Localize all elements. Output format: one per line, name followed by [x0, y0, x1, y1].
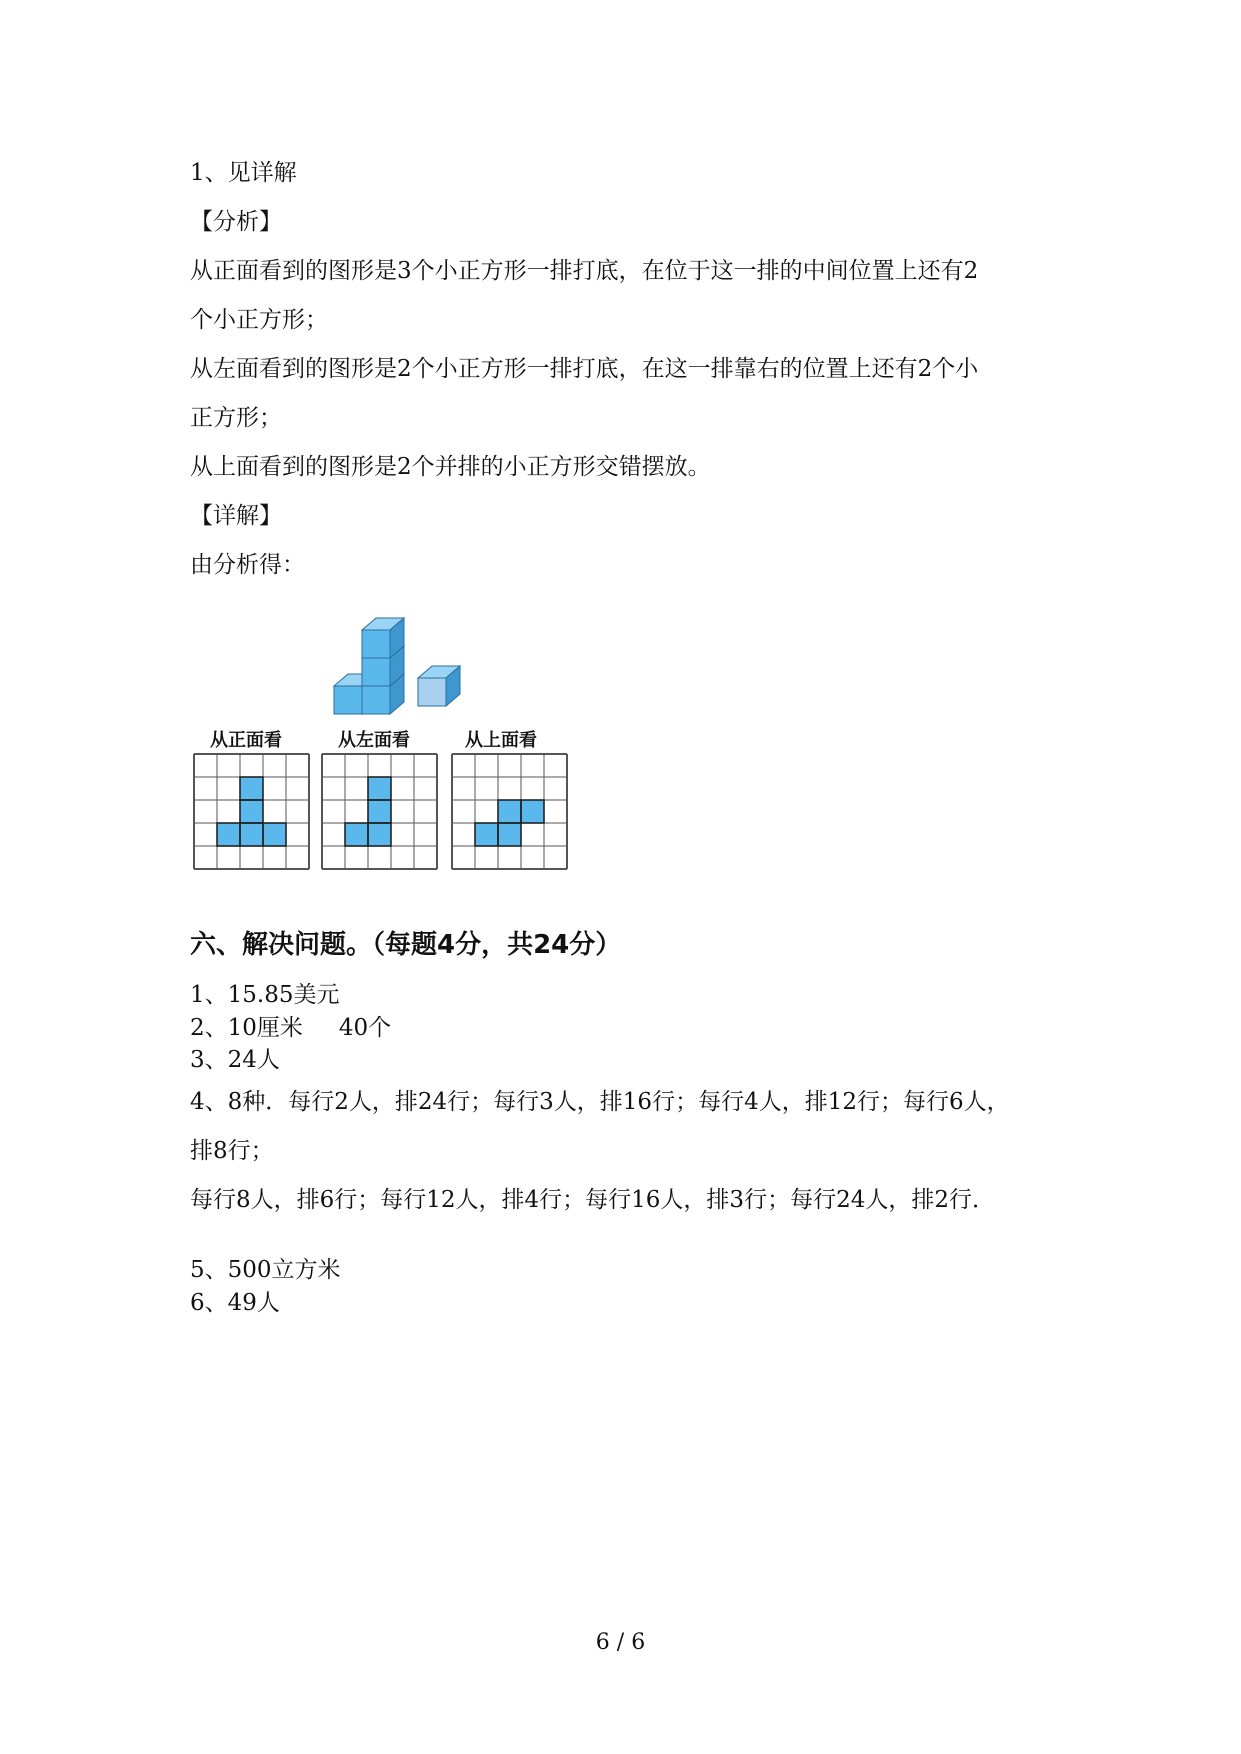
detail-tag: 【详解】 [190, 503, 282, 529]
analysis-tag: 【分析】 [190, 209, 282, 235]
answer-item-1: 1、见详解 [190, 160, 297, 186]
cube-top [362, 618, 404, 658]
filled-cell [498, 800, 521, 823]
section-6-answer-4-line-1: 4、8种．每行2人，排24行；每行3人，排16行；每行4人，排12行；每行6人， [190, 1089, 1010, 1115]
analysis-paragraph-2-line-1: 从左面看到的图形是2个小正方形一排打底，在这一排靠右的位置上还有2个小 [190, 356, 979, 382]
filled-cell [368, 823, 391, 846]
section-6-title: 六、解决问题。（每题4分，共24分） [190, 930, 622, 960]
section-6-answer-2 [190, 1013, 391, 1043]
filled-cell [345, 823, 368, 846]
page-number: 6 / 6 [595, 1630, 646, 1655]
filled-cell [498, 823, 521, 846]
left-view-label: 从左面看 [338, 730, 410, 751]
cube-stack-figure [330, 600, 490, 720]
filled-cell [263, 823, 286, 846]
section-6-answer-6: 6、49人 [190, 1290, 280, 1316]
filled-cell [240, 800, 263, 823]
analysis-paragraph-3: 从上面看到的图形是2个并排的小正方形交错摆放。 [190, 454, 711, 480]
answer-2-part-1: 2、10厘米 [190, 1015, 303, 1041]
analysis-paragraph-1-line-2: 个小正方形； [190, 307, 328, 333]
section-6-answer-4-line-3: 每行8人，排6行；每行12人，排4行；每行16人，排3行；每行24人，排2行． [190, 1187, 995, 1213]
front-view-label: 从正面看 [210, 730, 282, 751]
filled-cell [240, 777, 263, 800]
detail-intro: 由分析得： [190, 552, 305, 578]
section-6-answer-1: 1、15.85美元 [190, 982, 340, 1008]
filled-cell [521, 800, 544, 823]
analysis-paragraph-2-line-2: 正方形； [190, 405, 282, 431]
filled-cell [368, 777, 391, 800]
top-view-grid [450, 752, 570, 870]
front-view-grid [192, 752, 312, 870]
top-view-label: 从上面看 [465, 730, 537, 751]
section-6-answer-3: 3、24人 [190, 1047, 280, 1073]
analysis-paragraph-1-line-1: 从正面看到的图形是3个小正方形一排打底，在位于这一排的中间位置上还有2 [190, 258, 979, 284]
section-6-answer-4-line-2: 排8行； [190, 1138, 274, 1164]
filled-cell [240, 823, 263, 846]
left-view-grid [320, 752, 440, 870]
filled-cell [475, 823, 498, 846]
answer-2-part-2: 40个 [338, 1015, 392, 1041]
filled-cell [217, 823, 240, 846]
cube-back-right [418, 666, 460, 706]
section-6-answer-5: 5、500立方米 [190, 1257, 341, 1283]
filled-cell [368, 800, 391, 823]
